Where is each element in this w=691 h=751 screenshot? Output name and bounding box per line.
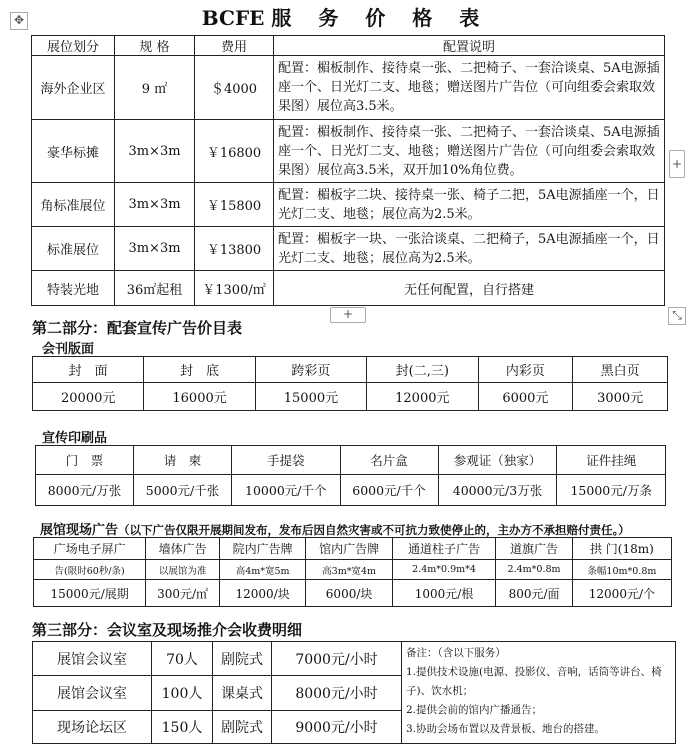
room-capacity: 150人 — [152, 711, 213, 744]
part3-heading: 第三部分：会议室及现场推介会收费明细 — [32, 621, 303, 639]
onsite-ad-table — [33, 537, 672, 607]
page-title — [0, 2, 691, 31]
booth-price-table — [31, 35, 665, 306]
price-cell: 40000元/3万张 — [438, 475, 557, 506]
booth-desc: 配置：楣板字一块、一张洽谈桌、二把椅子，5A电源插座一个，日光灯二支、地毯；展位高为2.5米。 — [274, 227, 665, 271]
room-capacity: 70人 — [152, 642, 213, 676]
header-cell: 道旗广告 — [496, 538, 573, 560]
onsite-note: （以下广告仅限开展期间发布，发布后因自然灾害或不可抗力致使停止的，主办方不承担赔付责任。） — [118, 523, 630, 537]
header-cell: 广场电子屏广 — [34, 538, 146, 560]
price-cell: 20000元 — [33, 383, 144, 411]
remark-box — [402, 642, 676, 744]
booth-desc: 配置：楣板制作、接待桌一张、二把椅子、一套洽谈桌、5A电源插座一个、日光灯二支、地毯；赠送图片广告位（可向组委会索取效果图）展位高3.5米。 — [274, 56, 665, 120]
table-row — [32, 183, 665, 227]
room-name: 展馆会议室 — [33, 676, 152, 711]
spec-cell: 告(限时60秒/条) — [34, 560, 146, 580]
header-cell: 馆内广告牌 — [306, 538, 392, 560]
table-row — [32, 120, 665, 183]
meeting-room-table — [32, 641, 676, 744]
table-row — [33, 642, 676, 676]
price-cell: 15000元/展期 — [34, 580, 146, 607]
room-style: 剧院式 — [213, 711, 272, 744]
spec-cell: 条幅10m*0.8m — [572, 560, 671, 580]
room-name: 展馆会议室 — [33, 642, 152, 676]
price-cell: 16000元 — [144, 383, 255, 411]
spec-cell: 高4m*宽5m — [219, 560, 305, 580]
header-cell: 请 柬 — [134, 446, 232, 475]
table-row — [32, 227, 665, 271]
add-column-icon[interactable]: + — [669, 150, 685, 178]
spec-cell: 2.4m*0.8m — [496, 560, 573, 580]
header-cell: 配置说明 — [274, 36, 665, 56]
header-cell: 门 票 — [36, 446, 134, 475]
booth-type: 角标准展位 — [32, 183, 115, 227]
booth-size: 3m×3m — [115, 183, 195, 227]
spec-cell: 以展馆为准 — [146, 560, 220, 580]
header-cell: 参观证（独家） — [438, 446, 557, 475]
booth-price: ￥13800 — [195, 227, 274, 271]
booth-type: 标准展位 — [32, 227, 115, 271]
room-capacity: 100人 — [152, 676, 213, 711]
remark-item: 2.提供会前的馆内广播通告； — [406, 704, 543, 716]
remark-item: 1.提供技术设施(电源、投影仪、音响，话筒等讲台、椅子)、饮水机； — [406, 666, 662, 697]
table-row — [32, 271, 665, 306]
header-cell: 墙体广告 — [146, 538, 220, 560]
price-cell: 12000元/个 — [572, 580, 671, 607]
price-cell: 6000元/千个 — [340, 475, 438, 506]
title-text: 服 务 价 格 表 — [271, 6, 490, 30]
price-cell: 12000元 — [367, 383, 478, 411]
price-cell: 6000元 — [478, 383, 573, 411]
printed-label: 宣传印刷品 — [42, 431, 108, 446]
booth-type: 海外企业区 — [32, 56, 115, 120]
header-cell: 手提袋 — [232, 446, 340, 475]
header-cell: 费用 — [195, 36, 274, 56]
room-style: 剧院式 — [213, 642, 272, 676]
booth-size: 36㎡起租 — [115, 271, 195, 306]
remark-item: 3.协助会场布置以及背景板、地台的搭建。 — [406, 723, 606, 735]
booth-type: 特装光地 — [32, 271, 115, 306]
price-cell: 800元/面 — [496, 580, 573, 607]
magazine-table — [32, 356, 668, 411]
header-cell: 封 底 — [144, 357, 255, 383]
room-price: 7000元/小时 — [272, 642, 402, 676]
spec-cell: 2.4m*0.9m*4 — [392, 560, 495, 580]
room-name: 现场论坛区 — [33, 711, 152, 744]
spec-cell: 高3m*宽4m — [306, 560, 392, 580]
move-handle-icon[interactable]: ✥ — [10, 12, 28, 30]
room-style: 课桌式 — [213, 676, 272, 711]
room-price: 9000元/小时 — [272, 711, 402, 744]
title-prefix: BCFE — [201, 6, 265, 30]
remark-title: 备注：（含以下服务） — [406, 647, 506, 659]
onsite-label: 展馆现场广告 — [40, 523, 119, 538]
header-cell: 封(二,三) — [367, 357, 478, 383]
resize-handle-icon[interactable]: ⤡ — [668, 307, 686, 325]
header-cell: 跨彩页 — [255, 357, 366, 383]
printed-table — [35, 445, 666, 506]
booth-price: ￥1300/㎡ — [195, 271, 274, 306]
table-row — [32, 56, 665, 120]
price-cell: 8000元/万张 — [36, 475, 134, 506]
booth-desc: 配置：楣板制作、接待桌一张、二把椅子、一套洽谈桌、5A电源插座一个、日光灯二支、地毯；赠送图片广告位（可向组委会索取效果图）展位高3.5米，双开加10%角位费。 — [274, 120, 665, 183]
room-price: 8000元/小时 — [272, 676, 402, 711]
booth-size: 3m×3m — [115, 227, 195, 271]
booth-price: ￥15800 — [195, 183, 274, 227]
onsite-label-line — [40, 519, 630, 538]
booth-size: 9 ㎡ — [115, 56, 195, 120]
header-cell: 证件挂绳 — [557, 446, 666, 475]
header-cell: 名片盒 — [340, 446, 438, 475]
header-cell: 规 格 — [115, 36, 195, 56]
header-cell: 封 面 — [33, 357, 144, 383]
price-cell: 6000/块 — [306, 580, 392, 607]
booth-price: ￥16800 — [195, 120, 274, 183]
price-cell: 3000元 — [573, 383, 668, 411]
price-cell: 1000元/根 — [392, 580, 495, 607]
magazine-label: 会刊版面 — [42, 342, 95, 357]
booth-desc: 无任何配置，自行搭建 — [274, 271, 665, 306]
booth-desc: 配置：楣板字二块、接待桌一张、椅子二把，5A电源插座一个，日光灯二支、地毯；展位高为2.5米。 — [274, 183, 665, 227]
price-cell: 10000元/千个 — [232, 475, 340, 506]
header-cell: 黑白页 — [573, 357, 668, 383]
header-cell: 内彩页 — [478, 357, 573, 383]
header-cell: 拱 门(18m) — [572, 538, 671, 560]
price-cell: 5000元/千张 — [134, 475, 232, 506]
booth-type: 豪华标摊 — [32, 120, 115, 183]
price-cell: 15000元 — [255, 383, 366, 411]
booth-size: 3m×3m — [115, 120, 195, 183]
add-row-icon[interactable]: + — [330, 307, 366, 323]
price-cell: 12000/块 — [219, 580, 305, 607]
header-cell: 通道柱子广告 — [392, 538, 495, 560]
part2-heading: 第二部分：配套宣传广告价目表 — [32, 319, 243, 337]
header-cell: 院内广告牌 — [219, 538, 305, 560]
price-cell: 15000元/万条 — [557, 475, 666, 506]
price-cell: 300元/㎡ — [146, 580, 220, 607]
booth-price: ＄4000 — [195, 56, 274, 120]
header-cell: 展位划分 — [32, 36, 115, 56]
